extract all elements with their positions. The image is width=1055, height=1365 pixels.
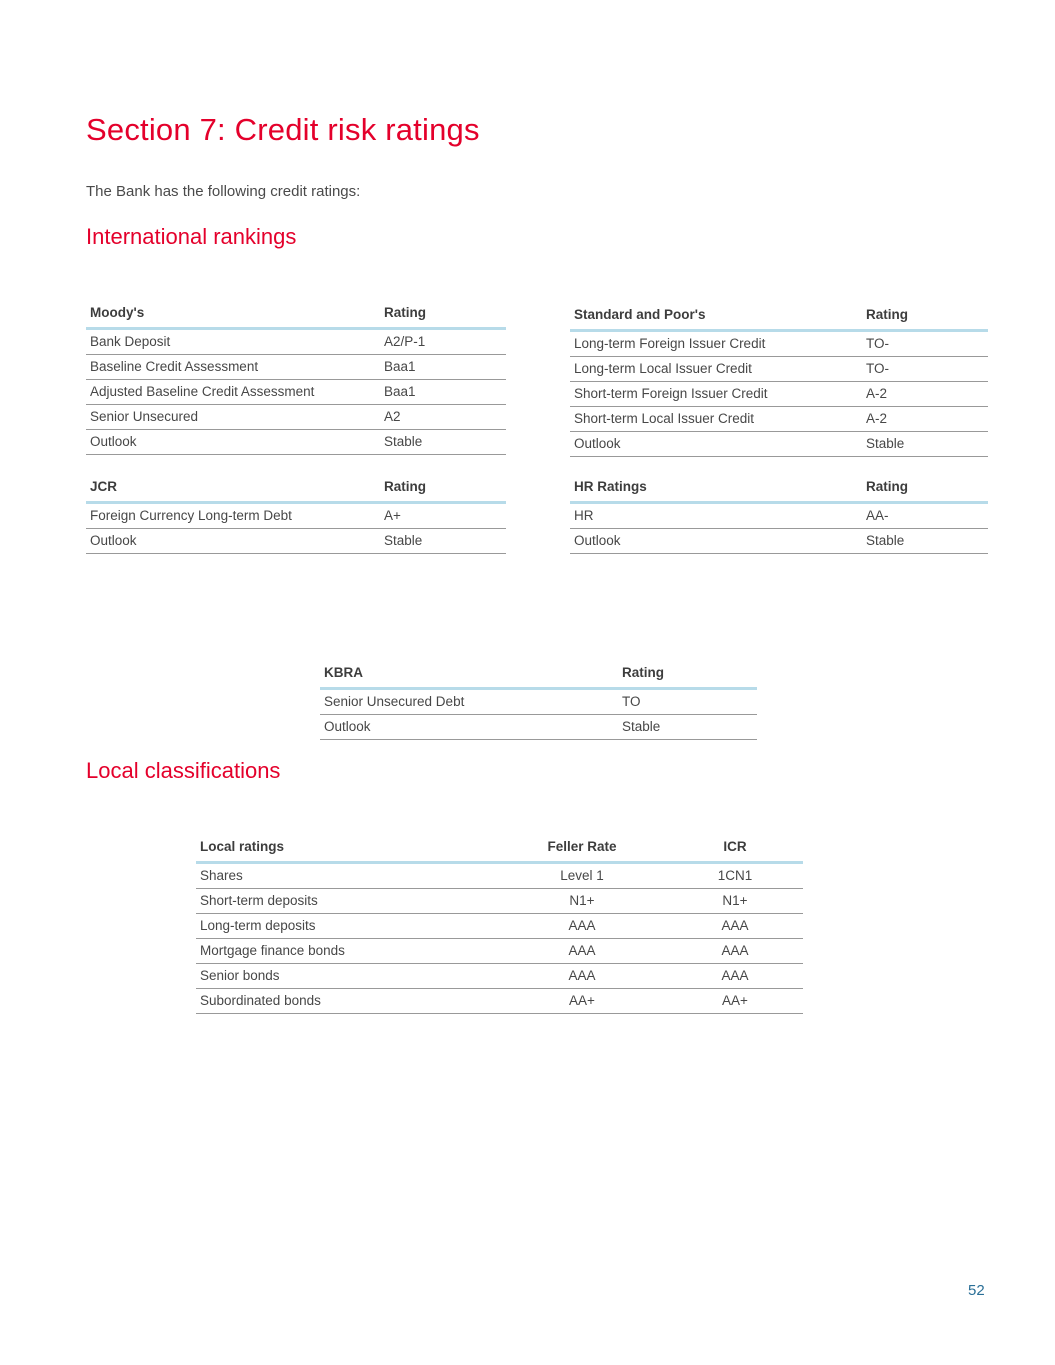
section-heading-international: International rankings [86,224,297,249]
page-title: Section 7: Credit risk ratings [86,112,480,147]
table-row [86,529,506,554]
cell-value: Stable [862,432,988,457]
cell-label: Outlook [570,432,862,457]
page-number: 52 [968,1282,985,1299]
table-header-agency: Standard and Poor's [570,304,862,331]
table-row [86,405,506,430]
cell-value: TO- [862,357,988,382]
cell-icr: N1+ [667,889,803,914]
cell-value: TO- [862,331,988,357]
cell-label: Short-term Local Issuer Credit [570,407,862,432]
cell-label: HR [570,503,862,529]
cell-value: A+ [380,503,506,529]
cell-label: Senior Unsecured Debt [320,689,618,715]
cell-icr: AAA [667,939,803,964]
cell-label: Bank Deposit [86,329,380,355]
table-header-rating: Rating [380,476,506,503]
kbra-table [320,662,757,740]
table-row [86,430,506,455]
table-header-icr: ICR [667,836,803,863]
table-header-rating: Rating [862,304,988,331]
table-row [196,989,803,1014]
cell-value: A-2 [862,382,988,407]
moodys-table [86,302,506,455]
table-header-local-ratings: Local ratings [196,836,497,863]
cell-value: A-2 [862,407,988,432]
cell-feller-rate: N1+ [497,889,667,914]
cell-value: AA- [862,503,988,529]
table-header-row [570,476,988,503]
cell-value: Stable [380,430,506,455]
cell-label: Outlook [86,430,380,455]
table-row [570,503,988,529]
table-row [196,863,803,889]
table-row [86,503,506,529]
table-row [570,331,988,357]
table-row [196,914,803,939]
cell-icr: 1CN1 [667,863,803,889]
table-row [196,939,803,964]
cell-label: Mortgage finance bonds [196,939,497,964]
jcr-table [86,476,506,554]
local-ratings-table [196,836,803,1014]
table-header-row [570,304,988,331]
cell-label: Senior Unsecured [86,405,380,430]
table-row [86,355,506,380]
cell-value: TO [618,689,757,715]
cell-label: Long-term Local Issuer Credit [570,357,862,382]
cell-label: Outlook [320,715,618,740]
cell-value: A2 [380,405,506,430]
table-row [570,432,988,457]
cell-value: Baa1 [380,355,506,380]
standard-and-poors-table [570,304,988,457]
intro-text: The Bank has the following credit ratings: [86,183,361,200]
table-header-row [320,662,757,689]
table-header-agency: HR Ratings [570,476,862,503]
cell-value: Stable [380,529,506,554]
section-heading-local: Local classifications [86,758,281,783]
cell-feller-rate: AAA [497,914,667,939]
cell-label: Baseline Credit Assessment [86,355,380,380]
table-header-rating: Rating [380,302,506,329]
cell-label: Outlook [86,529,380,554]
table-header-agency: JCR [86,476,380,503]
cell-value: A2/P-1 [380,329,506,355]
table-header-row [86,476,506,503]
cell-label: Long-term Foreign Issuer Credit [570,331,862,357]
cell-feller-rate: AAA [497,964,667,989]
table-header-row [86,302,506,329]
table-row [320,715,757,740]
cell-label: Shares [196,863,497,889]
cell-label: Long-term deposits [196,914,497,939]
table-row [570,382,988,407]
table-header-agency: KBRA [320,662,618,689]
cell-label: Senior bonds [196,964,497,989]
cell-icr: AAA [667,914,803,939]
table-row [196,964,803,989]
cell-value: Stable [618,715,757,740]
cell-icr: AA+ [667,989,803,1014]
cell-label: Foreign Currency Long-term Debt [86,503,380,529]
hr-ratings-table [570,476,988,554]
table-row [570,529,988,554]
table-header-rating: Rating [862,476,988,503]
table-header-rating: Rating [618,662,757,689]
cell-value: Stable [862,529,988,554]
cell-label: Outlook [570,529,862,554]
table-row [86,329,506,355]
table-row [86,380,506,405]
table-row [320,689,757,715]
cell-label: Adjusted Baseline Credit Assessment [86,380,380,405]
cell-feller-rate: AA+ [497,989,667,1014]
table-row [196,889,803,914]
table-row [570,407,988,432]
table-header-feller-rate: Feller Rate [497,836,667,863]
table-header-agency: Moody's [86,302,380,329]
cell-value: Baa1 [380,380,506,405]
cell-feller-rate: AAA [497,939,667,964]
cell-label: Short-term Foreign Issuer Credit [570,382,862,407]
table-row [570,357,988,382]
cell-label: Short-term deposits [196,889,497,914]
table-header-row [196,836,803,863]
cell-label: Subordinated bonds [196,989,497,1014]
cell-icr: AAA [667,964,803,989]
cell-feller-rate: Level 1 [497,863,667,889]
